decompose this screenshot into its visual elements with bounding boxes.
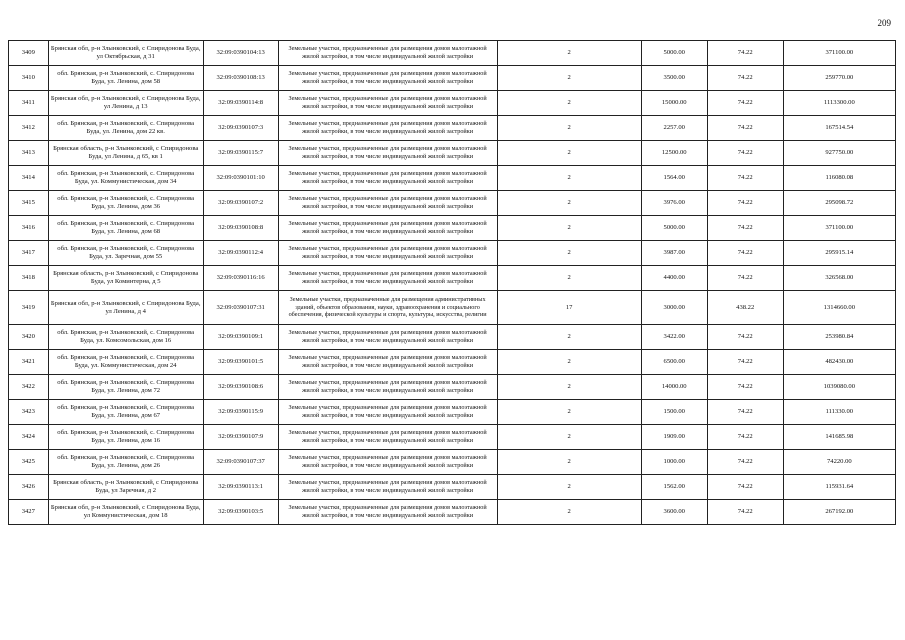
area-cell: 3500.00	[641, 66, 707, 91]
land-use-purpose-cell: Земельные участки, предназначенные для размещения домов малоэтажной жилой застройки, в том числе индивидуальной жилой застройки	[278, 475, 497, 500]
land-use-purpose-cell: Земельные участки, предназначенные для размещения домов малоэтажной жилой застройки, в том числе индивидуальной жилой застройки	[278, 325, 497, 350]
cadastral-number-cell: 32:09:0390114:8	[203, 91, 278, 116]
address-cell: обл. Брянская, р-н Злынковский, с. Спиридонова Буда, ул. Комсомольская, дом 16	[48, 325, 203, 350]
rate-cell: 74.22	[707, 400, 783, 425]
row-number-cell: 3418	[9, 266, 49, 291]
rate-cell: 74.22	[707, 141, 783, 166]
land-cadastral-table	[8, 40, 896, 525]
cadastral-value-cell: 111330.00	[783, 400, 895, 425]
address-cell: обл. Брянская, р-н Злынковский, с. Спиридонова Буда, ул. Заречная, дом 55	[48, 241, 203, 266]
land-use-purpose-cell: Земельные участки, предназначенные для размещения домов малоэтажной жилой застройки, в том числе индивидуальной жилой застройки	[278, 450, 497, 475]
address-cell: Брянская область, р-н Злынковский, с Спиридонова Буда, ул Ленина, д 65, кв 1	[48, 141, 203, 166]
land-use-purpose-cell: Земельные участки, предназначенные для размещения домов малоэтажной жилой застройки, в том числе индивидуальной жилой застройки	[278, 41, 497, 66]
cadastral-number-cell: 32:09:0390108:13	[203, 66, 278, 91]
area-cell: 5000.00	[641, 216, 707, 241]
group-cell: 2	[497, 400, 641, 425]
cadastral-value-cell: 116080.08	[783, 166, 895, 191]
rate-cell: 74.22	[707, 41, 783, 66]
cadastral-value-cell: 1113300.00	[783, 91, 895, 116]
cadastral-value-cell: 295915.14	[783, 241, 895, 266]
table-row	[9, 91, 896, 116]
land-use-purpose-cell: Земельные участки, предназначенные для размещения домов малоэтажной жилой застройки, в том числе индивидуальной жилой застройки	[278, 241, 497, 266]
row-number-cell: 3409	[9, 41, 49, 66]
table-row	[9, 191, 896, 216]
area-cell: 15000.00	[641, 91, 707, 116]
cadastral-number-cell: 32:09:0390109:1	[203, 325, 278, 350]
area-cell: 3987.00	[641, 241, 707, 266]
land-use-purpose-cell: Земельные участки, предназначенные для размещения домов малоэтажной жилой застройки, в том числе индивидуальной жилой застройки	[278, 216, 497, 241]
area-cell: 1564.00	[641, 166, 707, 191]
group-cell: 2	[497, 425, 641, 450]
area-cell: 12500.00	[641, 141, 707, 166]
address-cell: обл. Брянская, р-н Злынковский, с. Спиридонова Буда, ул. Коммунистическая, дом 24	[48, 350, 203, 375]
group-cell: 2	[497, 450, 641, 475]
cadastral-value-cell: 253980.84	[783, 325, 895, 350]
cadastral-number-cell: 32:09:0390107:37	[203, 450, 278, 475]
address-cell: обл. Брянская, р-н Злынковский, с. Спиридонова Буда, ул. Ленина, дом 22 кв.	[48, 116, 203, 141]
area-cell: 4400.00	[641, 266, 707, 291]
row-number-cell: 3411	[9, 91, 49, 116]
address-cell: обл. Брянская, р-н Злынковский, с. Спиридонова Буда, ул. Ленина, дом 67	[48, 400, 203, 425]
rate-cell: 74.22	[707, 425, 783, 450]
address-cell: обл. Брянская, р-н Злынковский, с. Спиридонова Буда, ул. Ленина, дом 72	[48, 375, 203, 400]
group-cell: 2	[497, 191, 641, 216]
group-cell: 2	[497, 375, 641, 400]
cadastral-value-cell: 267192.00	[783, 500, 895, 525]
cadastral-value-cell: 167514.54	[783, 116, 895, 141]
row-number-cell: 3414	[9, 166, 49, 191]
area-cell: 3976.00	[641, 191, 707, 216]
address-cell: обл. Брянская, р-н Злынковский, с. Спиридонова Буда, ул. Ленина, дом 58	[48, 66, 203, 91]
group-cell: 17	[497, 291, 641, 325]
address-cell: обл. Брянская, р-н Злынковский, с. Спиридонова Буда, ул. Ленина, дом 26	[48, 450, 203, 475]
row-number-cell: 3415	[9, 191, 49, 216]
group-cell: 2	[497, 500, 641, 525]
cadastral-number-cell: 32:09:0390116:16	[203, 266, 278, 291]
area-cell: 14000.00	[641, 375, 707, 400]
table-row	[9, 66, 896, 91]
table-row	[9, 325, 896, 350]
land-use-purpose-cell: Земельные участки, предназначенные для размещения домов малоэтажной жилой застройки, в том числе индивидуальной жилой застройки	[278, 400, 497, 425]
row-number-cell: 3417	[9, 241, 49, 266]
area-cell: 3000.00	[641, 291, 707, 325]
table-row	[9, 266, 896, 291]
rate-cell: 74.22	[707, 325, 783, 350]
row-number-cell: 3424	[9, 425, 49, 450]
address-cell: обл. Брянская, р-н Злынковский, с. Спиридонова Буда, ул. Ленина, дом 36	[48, 191, 203, 216]
land-use-purpose-cell: Земельные участки, предназначенные для размещения домов малоэтажной жилой застройки, в том числе индивидуальной жилой застройки	[278, 191, 497, 216]
table-body	[9, 41, 896, 525]
rate-cell: 74.22	[707, 191, 783, 216]
cadastral-value-cell: 259770.00	[783, 66, 895, 91]
land-use-purpose-cell: Земельные участки, предназначенные для размещения домов малоэтажной жилой застройки, в том числе индивидуальной жилой застройки	[278, 266, 497, 291]
table-row	[9, 375, 896, 400]
cadastral-value-cell: 482430.00	[783, 350, 895, 375]
address-cell: Брянская обл, р-н Злынковский, с Спиридонова Буда, ул Коммунистическая, дом 18	[48, 500, 203, 525]
area-cell: 1909.00	[641, 425, 707, 450]
rate-cell: 74.22	[707, 266, 783, 291]
group-cell: 2	[497, 41, 641, 66]
table-row	[9, 116, 896, 141]
table-row	[9, 475, 896, 500]
group-cell: 2	[497, 166, 641, 191]
table-row	[9, 241, 896, 266]
cadastral-value-cell: 295098.72	[783, 191, 895, 216]
cadastral-number-cell: 32:09:0390101:10	[203, 166, 278, 191]
row-number-cell: 3425	[9, 450, 49, 475]
address-cell: обл. Брянская, р-н Злынковский, с. Спиридонова Буда, ул. Ленина, дом 68	[48, 216, 203, 241]
rate-cell: 74.22	[707, 350, 783, 375]
rate-cell: 438.22	[707, 291, 783, 325]
table-row	[9, 400, 896, 425]
table-row	[9, 350, 896, 375]
land-use-purpose-cell: Земельные участки, предназначенные для размещения домов малоэтажной жилой застройки, в том числе индивидуальной жилой застройки	[278, 500, 497, 525]
land-use-purpose-cell: Земельные участки, предназначенные для размещения домов малоэтажной жилой застройки, в том числе индивидуальной жилой застройки	[278, 141, 497, 166]
cadastral-number-cell: 32:09:0390113:1	[203, 475, 278, 500]
group-cell: 2	[497, 116, 641, 141]
address-cell: Брянская область, р-н Злынковский, с Спиридонова Буда, ул Коминтерна, д 5	[48, 266, 203, 291]
row-number-cell: 3422	[9, 375, 49, 400]
cadastral-value-cell: 1039080.00	[783, 375, 895, 400]
row-number-cell: 3421	[9, 350, 49, 375]
row-number-cell: 3426	[9, 475, 49, 500]
rate-cell: 74.22	[707, 166, 783, 191]
page-number: 209	[877, 18, 891, 28]
cadastral-number-cell: 32:09:0390115:9	[203, 400, 278, 425]
cadastral-number-cell: 32:09:0390107:2	[203, 191, 278, 216]
group-cell: 2	[497, 241, 641, 266]
land-use-purpose-cell: Земельные участки, предназначенные для размещения домов малоэтажной жилой застройки, в том числе индивидуальной жилой застройки	[278, 425, 497, 450]
group-cell: 2	[497, 216, 641, 241]
rate-cell: 74.22	[707, 375, 783, 400]
table-row	[9, 500, 896, 525]
address-cell: обл. Брянская, р-н Злынковский, с. Спиридонова Буда, ул. Коммунистическая, дом 34	[48, 166, 203, 191]
row-number-cell: 3413	[9, 141, 49, 166]
cadastral-value-cell: 371100.00	[783, 41, 895, 66]
land-use-purpose-cell: Земельные участки, предназначенные для размещения домов малоэтажной жилой застройки, в том числе индивидуальной жилой застройки	[278, 350, 497, 375]
group-cell: 2	[497, 475, 641, 500]
area-cell: 1000.00	[641, 450, 707, 475]
row-number-cell: 3419	[9, 291, 49, 325]
rate-cell: 74.22	[707, 450, 783, 475]
group-cell: 2	[497, 66, 641, 91]
row-number-cell: 3420	[9, 325, 49, 350]
cadastral-number-cell: 32:09:0390112:4	[203, 241, 278, 266]
row-number-cell: 3410	[9, 66, 49, 91]
table-row	[9, 166, 896, 191]
cadastral-number-cell: 32:09:0390108:8	[203, 216, 278, 241]
table-row	[9, 291, 896, 325]
land-use-purpose-cell: Земельные участки, предназначенные для размещения административных зданий, объектов образования, науки, здравоохранения и социального обеспечения, физической культуры и спорта, культуры, искусства, религии	[278, 291, 497, 325]
cadastral-value-cell: 326568.00	[783, 266, 895, 291]
row-number-cell: 3423	[9, 400, 49, 425]
cadastral-number-cell: 32:09:0390107:31	[203, 291, 278, 325]
row-number-cell: 3416	[9, 216, 49, 241]
table-row	[9, 216, 896, 241]
address-cell: Брянская область, р-н Злынковский, с Спиридонова Буда, ул Заречная, д 2	[48, 475, 203, 500]
row-number-cell: 3412	[9, 116, 49, 141]
cadastral-value-cell: 115931.64	[783, 475, 895, 500]
cadastral-value-cell: 1314660.00	[783, 291, 895, 325]
rate-cell: 74.22	[707, 66, 783, 91]
table-row	[9, 141, 896, 166]
area-cell: 1500.00	[641, 400, 707, 425]
table-row	[9, 450, 896, 475]
group-cell: 2	[497, 266, 641, 291]
row-number-cell: 3427	[9, 500, 49, 525]
group-cell: 2	[497, 141, 641, 166]
group-cell: 2	[497, 350, 641, 375]
table-row	[9, 425, 896, 450]
area-cell: 2257.00	[641, 116, 707, 141]
rate-cell: 74.22	[707, 475, 783, 500]
land-use-purpose-cell: Земельные участки, предназначенные для размещения домов малоэтажной жилой застройки, в том числе индивидуальной жилой застройки	[278, 91, 497, 116]
land-use-purpose-cell: Земельные участки, предназначенные для размещения домов малоэтажной жилой застройки, в том числе индивидуальной жилой застройки	[278, 375, 497, 400]
address-cell: обл. Брянская, р-н Злынковский, с. Спиридонова Буда, ул. Ленина, дом 16	[48, 425, 203, 450]
area-cell: 5000.00	[641, 41, 707, 66]
table-row	[9, 41, 896, 66]
cadastral-number-cell: 32:09:0390115:7	[203, 141, 278, 166]
rate-cell: 74.22	[707, 241, 783, 266]
land-use-purpose-cell: Земельные участки, предназначенные для размещения домов малоэтажной жилой застройки, в том числе индивидуальной жилой застройки	[278, 116, 497, 141]
cadastral-number-cell: 32:09:0390108:6	[203, 375, 278, 400]
cadastral-number-cell: 32:09:0390107:9	[203, 425, 278, 450]
area-cell: 6500.00	[641, 350, 707, 375]
rate-cell: 74.22	[707, 91, 783, 116]
cadastral-number-cell: 32:09:0390103:5	[203, 500, 278, 525]
cadastral-number-cell: 32:09:0390107:3	[203, 116, 278, 141]
area-cell: 3422.00	[641, 325, 707, 350]
address-cell: Брянская обл, р-н Злынковский, с Спиридонова Буда, ул Ленина, д 13	[48, 91, 203, 116]
cadastral-value-cell: 927750.00	[783, 141, 895, 166]
land-use-purpose-cell: Земельные участки, предназначенные для размещения домов малоэтажной жилой застройки, в том числе индивидуальной жилой застройки	[278, 66, 497, 91]
cadastral-value-cell: 371100.00	[783, 216, 895, 241]
cadastral-value-cell: 74220.00	[783, 450, 895, 475]
rate-cell: 74.22	[707, 216, 783, 241]
cadastral-number-cell: 32:09:0390104:13	[203, 41, 278, 66]
address-cell: Брянская обл, р-н Злынковский, с Спиридонова Буда, ул Октябрьская, д 31	[48, 41, 203, 66]
address-cell: Брянская обл, р-н Злынковский, с Спиридонова Буда, ул Ленина, д 4	[48, 291, 203, 325]
cadastral-value-cell: 141685.98	[783, 425, 895, 450]
group-cell: 2	[497, 91, 641, 116]
area-cell: 3600.00	[641, 500, 707, 525]
rate-cell: 74.22	[707, 116, 783, 141]
group-cell: 2	[497, 325, 641, 350]
area-cell: 1562.00	[641, 475, 707, 500]
land-use-purpose-cell: Земельные участки, предназначенные для размещения домов малоэтажной жилой застройки, в том числе индивидуальной жилой застройки	[278, 166, 497, 191]
cadastral-number-cell: 32:09:0390101:5	[203, 350, 278, 375]
rate-cell: 74.22	[707, 500, 783, 525]
